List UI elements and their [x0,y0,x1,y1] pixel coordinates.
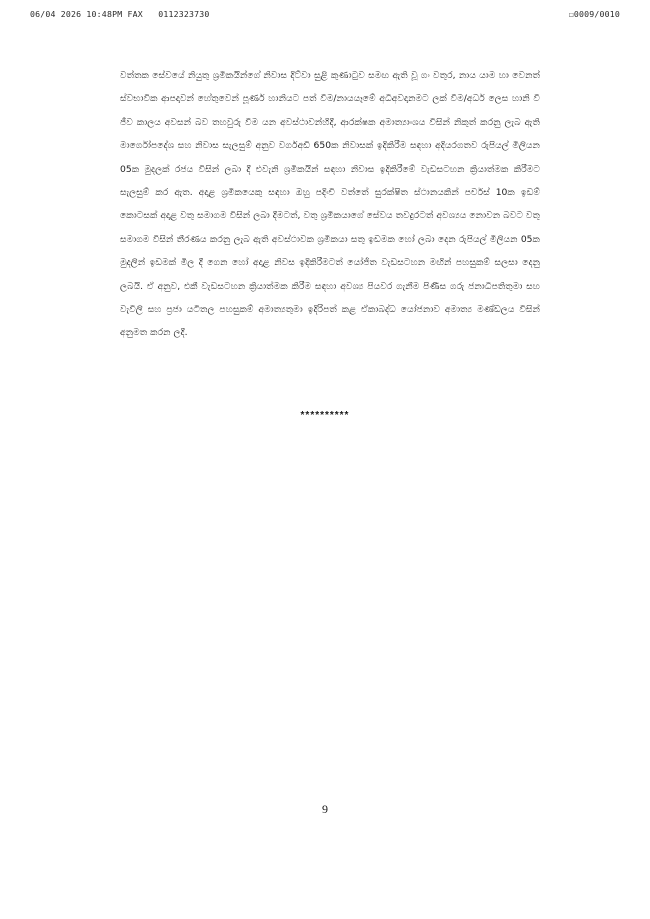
section-separator: ********** [300,410,350,421]
fax-header-right: ☐0009/0010 [568,9,620,19]
fax-header-left: 06/04 2026 10:48PM FAX 0112323730 [30,9,210,19]
document-body [120,64,540,345]
body-paragraph: වත්තක සේවයේ නියුතු ශ්‍රමිකයින්ගේ නිවාස දිට්වා සුළි කුණාටුව සමඟ ඇති වූ ගං වතුර, නාය යාම හා වෙනත් ස්වභාවික ආපදාවන් හේතුවෙන් පූර්ණ හානියට පත් වීම/නායයෑමේ අධිඅවදානමට ලක් වීම/අර්ධ ලෙස හානි වී ජීව කාලය අවසන් බව තහවුරු වීම යන අවස්ථාවන්හිදී, ආරක්ෂක අමාත්‍යාංශය විසින් නිකුත් කරනු ලැබ ඇති මාර්ගෝපදේශ සහ නිවාස සැලසුම් අනුව වර්ගඅඩි 650ක නිවාසක් ඉදිකිරීම සඳහා අදියරගතව රුපියල් මිලියන 05ක මුදලක් රජය විසින් ලබා දී එවැනි ශ්‍රමිකයින් සඳහා නිවාස ඉදිකිරීමේ වැඩසටහන ක්‍රියාත්මක කිරීමට සැලසුම් කර ඇත. අදාළ ශ්‍රමිකයෙකු සඳහා ඔහු පදිංචි වත්තේ සුරක්ෂිත ස්ථානයකින් පර්චස් 10ක ඉඩම් කොටසක් අදාළ වතු සමාගම විසින් ලබා දීමටත්, වතු ශ්‍රමිකයාගේ සේවය තවදුරටත් අවශ්‍යය නොවන බවට වතු සමාගම විසින් තීරණය කරනු ලැබ ඇති අවස්ථාවක ශ්‍රමිකයා සතු ඉඩමක හෝ ලබා දෙන රුපියල් මිලියන 05ක මුදලින් ඉඩමක් මිල දී ගෙන හෝ අදාළ නිවස ඉදිකිරීමටත් යෝජිත වැඩසටහන මඟින් පහසුකම් සලසා දෙනු ලබයි. ඒ අනුව, එකී වැඩසටහන ක්‍රියාත්මක කිරීම සඳහා අවශ්‍ය පියවර ගැනීම පිණිස ගරු ජනාධිපතිතුමා සහ වැවිලි සහ ප්‍රජා යටිතල පහසුකම් අමාත්‍යතුමා ඉදිරිපත් කළ ඒකාබද්ධ යෝජනාව අමාත්‍ය මණ්ඩලය විසින් අනුමත කරන ලදී. [120,70,540,339]
page-number: 9 [322,802,328,816]
fax-header [0,9,650,23]
